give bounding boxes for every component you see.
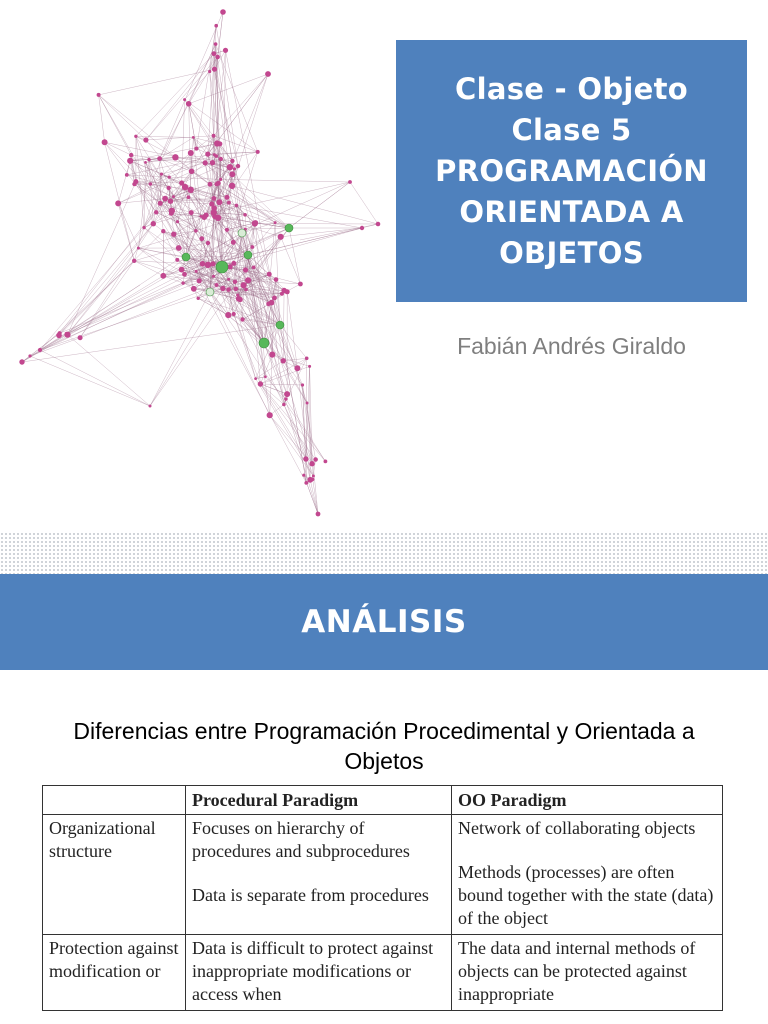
graph-edge <box>146 136 214 140</box>
graph-node <box>179 180 184 185</box>
graph-node <box>230 159 234 163</box>
table-cell <box>452 935 723 1011</box>
graph-node <box>144 161 147 164</box>
graph-node <box>38 348 42 352</box>
graph-edge <box>270 415 314 476</box>
graph-node <box>154 210 158 214</box>
graph-node <box>134 135 137 138</box>
graph-node <box>162 196 168 202</box>
graph-node <box>298 282 303 287</box>
table-header-row <box>43 786 723 815</box>
slide-separator <box>0 532 768 574</box>
graph-node <box>304 481 308 485</box>
cell-paragraph: Data is difficult to protect against inappropriate modifications or access when <box>192 938 434 1004</box>
network-graph-image <box>0 0 400 530</box>
graph-node <box>213 153 216 156</box>
graph-edge <box>255 224 378 225</box>
graph-edge <box>118 161 130 204</box>
graph-node <box>215 215 221 221</box>
graph-node <box>203 160 208 165</box>
graph-node <box>157 156 162 161</box>
graph-edge <box>136 136 193 137</box>
graph-node <box>167 186 171 190</box>
graph-node <box>186 101 192 107</box>
graph-edge <box>99 95 132 155</box>
graph-node <box>200 215 203 218</box>
graph-node <box>78 335 83 340</box>
graph-edge <box>290 420 318 514</box>
graph-hub-node <box>285 224 293 232</box>
graph-node <box>189 210 194 215</box>
cell-paragraph: Focuses on hierarchy of procedures and subprocedures <box>192 818 410 861</box>
graph-node <box>58 331 62 335</box>
graph-node <box>225 228 229 232</box>
graph-edge <box>160 203 163 231</box>
table-cell <box>186 815 452 935</box>
graph-node <box>102 139 108 145</box>
graph-node <box>182 272 187 277</box>
graph-node <box>234 287 239 292</box>
graph-node <box>200 261 206 267</box>
graph-node <box>199 236 204 241</box>
graph-node <box>267 412 273 418</box>
graph-edge <box>289 228 300 284</box>
graph-edge <box>204 217 208 243</box>
graph-node <box>212 196 217 201</box>
cell-paragraph: Methods (processes) are often bound together with the state (data) of the object <box>458 862 714 928</box>
graph-edge <box>260 384 325 461</box>
graph-node <box>243 213 247 217</box>
graph-node <box>212 67 217 72</box>
graph-edge <box>174 234 264 343</box>
graph-node <box>208 182 213 187</box>
graph-node <box>229 171 235 177</box>
graph-edge <box>146 54 214 140</box>
graph-hub-node <box>216 261 228 273</box>
graph-node <box>176 245 182 251</box>
graph-node <box>188 150 194 156</box>
graph-node <box>127 158 133 164</box>
graph-node <box>376 222 381 227</box>
graph-node <box>265 71 271 77</box>
graph-node <box>208 70 211 73</box>
graph-node <box>19 359 24 364</box>
graph-node <box>282 403 286 407</box>
graph-edge <box>40 261 134 350</box>
graph-node <box>195 270 198 273</box>
graph-edge <box>30 356 150 406</box>
graph-node <box>309 461 314 466</box>
graph-node <box>206 241 210 245</box>
graph-node <box>212 51 217 56</box>
graph-edge <box>134 228 144 261</box>
cell-paragraph: Data is separate from procedures <box>192 885 429 905</box>
graph-node <box>232 312 236 316</box>
graph-edge <box>22 300 130 362</box>
title-line: ORIENTADA A <box>459 194 684 229</box>
graph-node <box>181 281 184 284</box>
graph-node <box>264 375 267 378</box>
graph-hub-node <box>244 251 252 259</box>
graph-hub-node <box>259 338 269 348</box>
graph-node <box>302 474 305 477</box>
graph-edge <box>248 280 276 281</box>
graph-edge <box>68 271 197 334</box>
graph-node <box>244 288 248 292</box>
graph-node <box>303 456 308 461</box>
graph-node <box>125 173 129 177</box>
row-label: Organizational structure <box>43 815 186 935</box>
graph-node <box>227 278 230 281</box>
graph-node <box>250 245 254 249</box>
graph-node <box>252 266 256 270</box>
graph-node <box>161 229 165 233</box>
graph-edge <box>136 182 156 213</box>
graph-node <box>281 358 286 363</box>
graph-edge <box>60 267 222 333</box>
graph-edge <box>189 104 197 149</box>
graph-node <box>256 150 260 154</box>
graph-node <box>215 182 219 186</box>
graph-edge <box>160 159 161 204</box>
graph-node <box>188 187 194 193</box>
graph-edge <box>118 203 134 260</box>
graph-node <box>183 98 186 101</box>
table-row <box>43 815 723 935</box>
table-header-cell: OO Paradigm <box>452 786 723 815</box>
graph-edge <box>281 237 301 284</box>
graph-node <box>316 512 321 517</box>
graph-edge <box>99 69 215 95</box>
graph-edge <box>300 224 378 240</box>
title-line: OBJETOS <box>499 235 644 270</box>
graph-node <box>133 179 138 184</box>
graph-node <box>240 317 244 321</box>
graph-node <box>205 152 210 157</box>
graph-edge <box>40 285 140 350</box>
graph-edge <box>210 72 214 136</box>
analysis-slide <box>0 670 768 1024</box>
graph-hub-node <box>276 321 284 329</box>
graph-node <box>284 397 288 401</box>
graph-node <box>28 354 31 357</box>
graph-edge <box>22 333 60 362</box>
graph-node <box>324 460 328 464</box>
graph-node <box>159 202 162 205</box>
graph-node <box>235 204 239 208</box>
author-name: Fabián Andrés Giraldo <box>457 333 686 359</box>
graph-node <box>65 332 69 336</box>
section-title: ANÁLISIS <box>301 604 467 640</box>
graph-node <box>226 287 231 292</box>
graph-node <box>171 232 176 237</box>
graph-edge <box>216 44 258 152</box>
graph-node <box>301 383 304 386</box>
graph-node <box>253 220 258 225</box>
graph-node <box>227 164 233 170</box>
graph-edge <box>189 74 268 104</box>
graph-edge <box>68 182 136 335</box>
graph-edge <box>245 182 350 229</box>
graph-node <box>160 273 166 279</box>
title-line: Clase - Objeto <box>455 71 688 106</box>
graph-node <box>175 258 179 262</box>
graph-edge <box>99 95 105 142</box>
graph-node <box>194 229 198 233</box>
graph-node <box>187 195 191 199</box>
graph-node <box>225 195 230 200</box>
graph-node <box>210 160 215 165</box>
graph-node <box>189 169 195 175</box>
graph-edge <box>40 228 144 350</box>
graph-node <box>311 478 314 481</box>
graph-hub-node <box>206 288 214 296</box>
graph-node <box>223 48 228 53</box>
graph-edge <box>232 74 268 186</box>
title-box <box>396 40 747 302</box>
graph-node <box>267 272 272 277</box>
graph-node <box>233 167 236 170</box>
graph-node <box>149 405 152 408</box>
row-label: Protection against modification or <box>43 935 186 1011</box>
graph-hub-node <box>238 229 246 237</box>
graph-edge <box>105 142 132 155</box>
graph-node <box>272 296 277 301</box>
graph-edge <box>264 343 313 476</box>
graph-node <box>308 365 311 368</box>
graph-node <box>142 226 145 229</box>
graph-node <box>217 141 222 146</box>
title-line: Clase 5 <box>511 112 632 147</box>
graph-node <box>225 312 231 318</box>
graph-node <box>245 277 251 283</box>
graph-edge <box>242 223 275 233</box>
graph-hub-node <box>182 253 190 261</box>
graph-node <box>132 259 136 263</box>
graph-node <box>214 42 218 46</box>
graph-node <box>214 24 218 28</box>
graph-edge <box>280 325 307 403</box>
graph-node <box>284 391 290 397</box>
graph-node <box>191 286 197 292</box>
graph-node <box>219 178 222 181</box>
graph-node <box>280 292 284 296</box>
graph-edge <box>136 54 214 137</box>
graph-node <box>285 289 290 294</box>
cell-paragraph: Network of collaborating objects <box>458 818 696 838</box>
graph-node <box>172 154 178 160</box>
graph-node <box>194 147 198 151</box>
graph-node <box>233 280 237 284</box>
graph-node <box>97 93 101 97</box>
graph-node <box>212 134 216 138</box>
graph-node <box>115 200 121 206</box>
graph-node <box>236 296 242 302</box>
graph-node <box>168 176 171 179</box>
graph-node <box>306 402 309 405</box>
graph-node <box>220 286 225 291</box>
table-cell <box>452 815 723 935</box>
graph-node <box>169 211 174 216</box>
graph-node <box>137 247 140 250</box>
graph-edge <box>150 292 210 406</box>
graph-node <box>179 267 185 273</box>
graph-node <box>197 297 200 300</box>
graph-node <box>192 136 195 139</box>
table-row <box>43 935 723 1011</box>
table-header-cell <box>43 786 186 815</box>
graph-node <box>176 220 179 223</box>
graph-node <box>231 240 236 245</box>
graph-node <box>274 277 279 282</box>
graph-edge <box>280 325 307 358</box>
graph-node <box>229 183 235 189</box>
graph-edge <box>160 104 189 159</box>
graph-node <box>241 282 247 288</box>
graph-node <box>143 137 148 142</box>
graph-node <box>205 262 211 268</box>
graph-node <box>129 153 133 157</box>
graph-node <box>220 9 226 15</box>
graph-node <box>147 158 150 161</box>
graph-node <box>219 157 223 161</box>
graph-node <box>212 275 215 278</box>
graph-node <box>360 226 364 230</box>
graph-node <box>236 164 240 168</box>
graph-node <box>294 365 300 371</box>
graph-edge <box>118 177 169 203</box>
graph-node <box>151 221 156 226</box>
graph-node <box>197 278 202 283</box>
graph-node <box>278 234 284 240</box>
graph-edge <box>150 279 229 406</box>
graph-edge <box>118 203 138 248</box>
cell-paragraph: The data and internal methods of objects can be protected against inappropriate <box>458 938 696 1004</box>
graph-edge <box>303 385 316 460</box>
graph-node <box>172 195 175 198</box>
graph-node <box>168 199 173 204</box>
graph-node <box>274 221 277 224</box>
graph-node <box>269 352 275 358</box>
graph-node <box>160 173 163 176</box>
graph-node <box>258 381 263 386</box>
graph-node <box>312 475 315 478</box>
slide-subtitle: Diferencias entre Programación Procedimental y Orientada a Objetos <box>73 718 695 774</box>
table-header-cell: Procedural Paradigm <box>186 786 452 815</box>
title-line: PROGRAMACIÓN <box>435 153 708 188</box>
graph-edge <box>66 264 202 334</box>
graph-node <box>204 213 209 218</box>
graph-node <box>269 300 275 306</box>
graph-node <box>215 283 219 287</box>
graph-node <box>313 457 318 462</box>
graph-node <box>216 199 222 205</box>
graph-edge <box>313 479 318 514</box>
graph-node <box>227 201 231 205</box>
section-header <box>0 574 768 670</box>
graph-node <box>305 357 309 361</box>
graph-edge <box>310 480 318 514</box>
graph-edge <box>265 377 286 399</box>
table-cell <box>186 935 452 1011</box>
graph-node <box>254 377 257 380</box>
graph-node <box>243 267 248 272</box>
graph-node <box>149 182 153 186</box>
graph-node <box>211 210 217 216</box>
graph-node <box>215 55 220 60</box>
comparison-table <box>42 785 723 1011</box>
graph-node <box>348 180 352 184</box>
